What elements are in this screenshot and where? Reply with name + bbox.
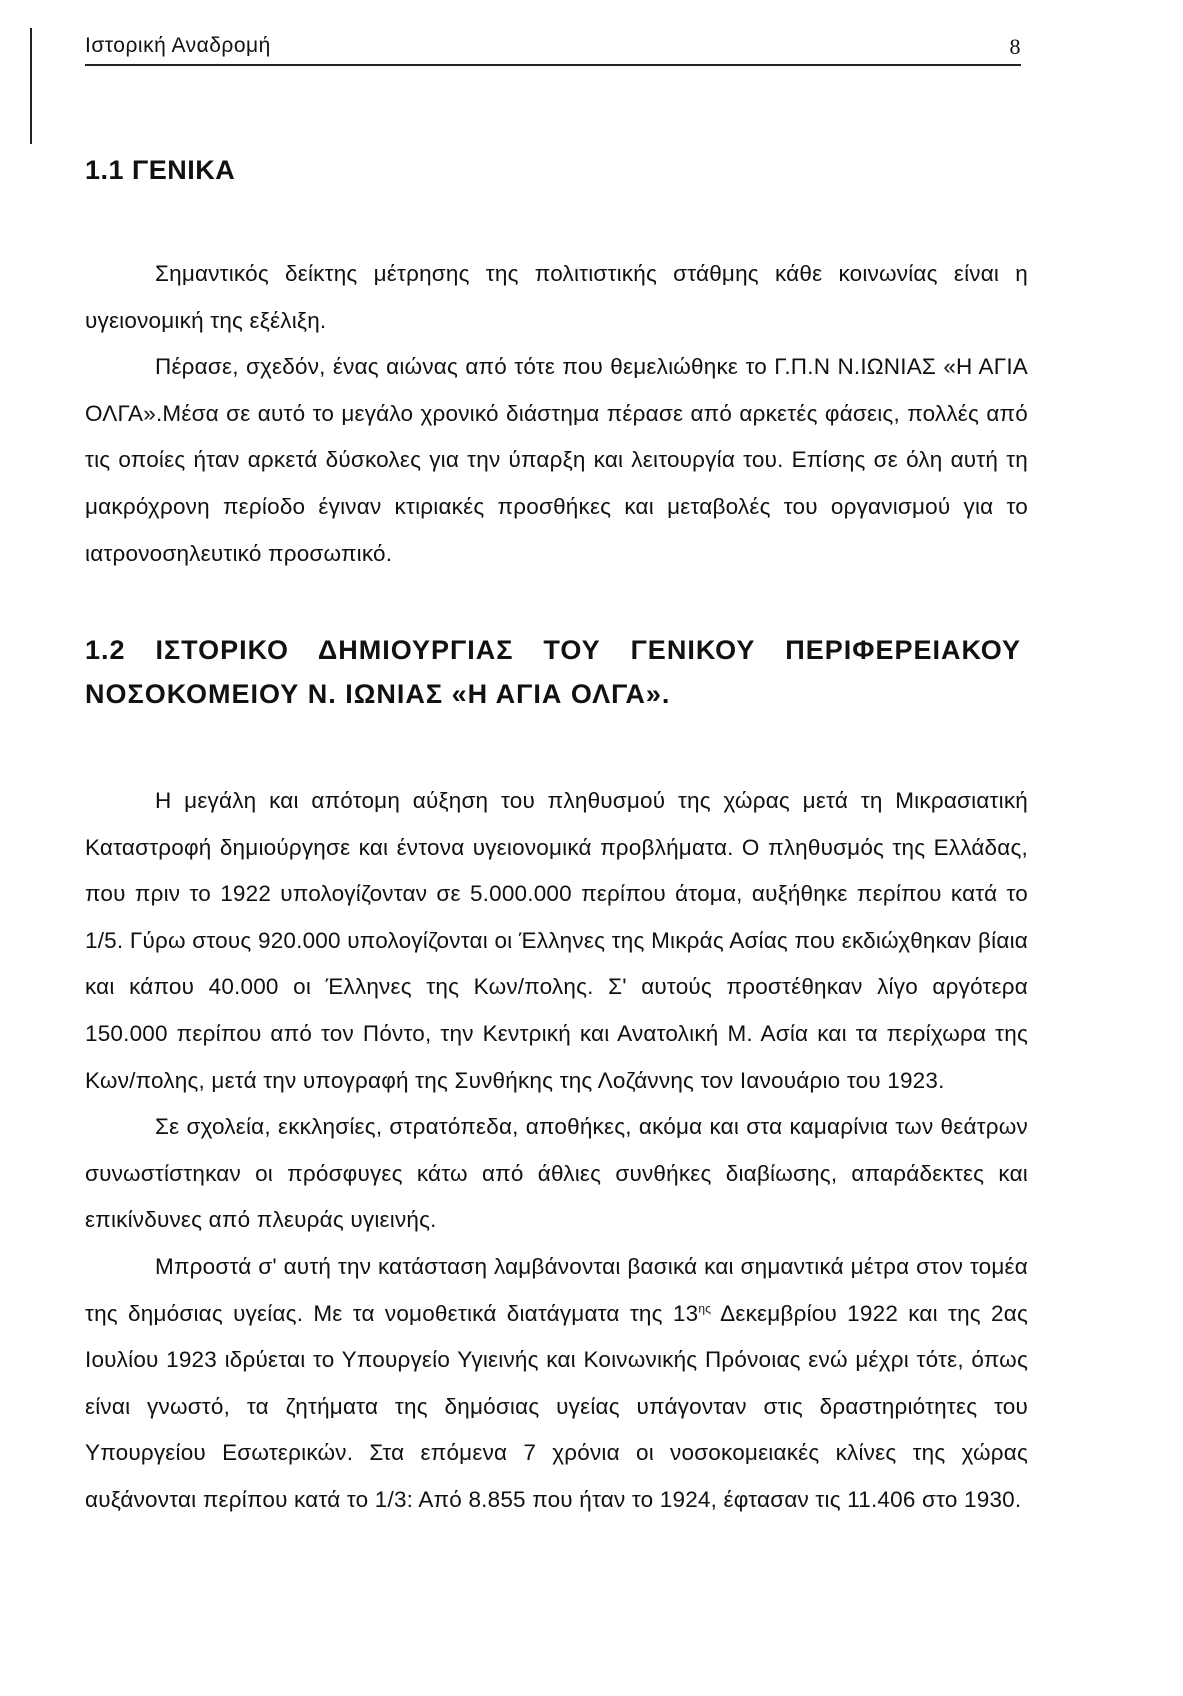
paragraph: Πέρασε, σχεδόν, ένας αιώνας από τότε που θεμελιώθηκε το Γ.Π.Ν Ν.ΙΩΝΙΑΣ «Η ΑΓΙΑ ΟΛΓΑ».Μέσα σε αυτό το μεγάλο χρονικό διάστημα πέρασε από αρκετές φάσεις, πολλές από τις οποίες ήταν αρκετά δύσκολες για την ύπαρξη και λειτουργία του. Επίσης σε όλη αυτή τη μακρόχρονη περίοδο έγιναν κτιριακές προσθήκες και μεταβολές του οργανισμού για το ιατρονοσηλευτικό προσωπικό. [85,354,1028,566]
section-heading-history: 1.2 ΙΣΤΟΡΙΚΟ ΔΗΜΙΟΥΡΓΙΑΣ ΤΟΥ ΓΕΝΙΚΟΥ ΠΕΡΙΦΕΡΕΙΑΚΟΥ ΝΟΣΟΚΟΜΕΙΟΥ Ν. ΙΩΝΙΑΣ «Η ΑΓΙΑ ΟΛΓΑ». [85,635,1021,709]
paragraph: Σημαντικός δείκτης μέτρησης της πολιτιστικής στάθμης κάθε κοινωνίας είναι η υγειονομική της εξέλιξη. [85,261,1028,333]
margin-rule [30,28,32,144]
section-general-body [85,251,1028,577]
paragraph-text: Μπροστά σ' αυτή την κατάσταση λαμβάνονται βασικά και σημαντικά μέτρα στον τομέα της δημόσιας υγείας. Με τα νομοθετικά διατάγματα της 13 [85,1253,1028,1326]
section-history-body [85,778,1028,1524]
paragraph-text: Δεκεμβρίου 1922 και της 2ας Ιουλίου 1923 ιδρύεται το Υπουργείο Υγιεινής και Κοινωνικής Πρόνοιας ενώ μέχρι τότε, όπως είναι γνωστό, τα ζητήματα της δημόσιας υγείας υπάγονταν στις δραστηριότητες του Υπουργείου Εσωτερικών. Στα επόμενα 7 χρόνια οι νοσοκομειακές κλίνες της χώρας αυξάνονται περίπου κατά το 1/3: Από 8.855 που ήταν το 1924, έφτασαν τις 11.406 στο 1930. [85,1300,1028,1512]
paragraph: Σε σχολεία, εκκλησίες, στρατόπεδα, αποθήκες, ακόμα και στα καμαρίνια των θεάτρων συνωστίστηκαν οι πρόσφυγες κάτω από άθλιες συνθήκες διαβίωσης, απαράδεκτες και επικίνδυνες από πλευράς υγιεινής. [85,1114,1028,1233]
paragraph: Η μεγάλη και απότομη αύξηση του πληθυσμού της χώρας μετά τη Μικρασιατική Καταστροφή δημιούργησε και έντονα υγειονομικά προβλήματα. Ο πληθυσμός της Ελλάδας, που πριν το 1922 υπολογίζονταν σε 5.000.000 περίπου άτομα, αυξήθηκε περίπου κατά το 1/5. Γύρω στους 920.000 υπολογίζονται οι Έλληνες της Μικράς Ασίας που εκδιώχθηκαν βίαια και κάπου 40.000 οι Έλληνες της Κων/πολης. Σ' αυτούς προστέθηκαν λίγο αργότερα 150.000 περίπου από τον Πόντο, την Κεντρική και Ανατολική Μ. Ασία και τα περίχωρα της Κων/πολης, μετά την υπογραφή της Συνθήκης της Λοζάννης τον Ιανουάριο του 1923. [85,788,1028,1093]
page-number: 8 [1009,34,1021,59]
ordinal-suffix: ης [698,1301,712,1316]
paragraph [85,1244,1028,1524]
header-title: Ιστορική Αναδρομή [85,34,271,57]
section-heading-general: 1.1 ΓΕΝΙΚΑ [85,155,236,185]
running-header [85,34,1021,66]
